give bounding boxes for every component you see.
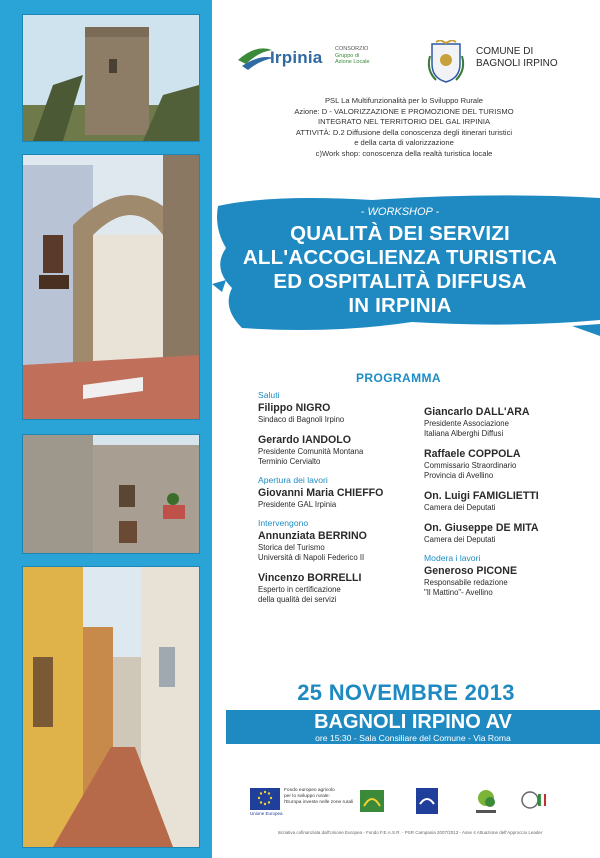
psl-line: e della carta di valorizzazione [354, 138, 454, 148]
section-label: Intervengono [258, 518, 309, 528]
programme-right-column [424, 405, 594, 598]
section-label: Modera i lavori [424, 553, 481, 563]
speaker-role: Università di Napoli Federico II [258, 553, 365, 562]
speaker-name: Giancarlo DALL'ARA [424, 406, 530, 418]
event-title: QUALITÀ DEI SERVIZI ALL'ACCOGLIENZA TURISTICA ED OSPITALITÀ DIFFUSA IN IRPINIA [242, 222, 558, 317]
speaker-role: Presidente GAL Irpinia [258, 500, 337, 509]
consorzio-text: CONSORZIO Gruppo di Azione Locale [335, 46, 370, 65]
speaker-name: Annunziata BERRINO [258, 530, 367, 542]
stone-house-photo [22, 434, 200, 554]
psl-block [214, 96, 594, 160]
arch-street-photo [22, 154, 200, 420]
sponsor-logos [250, 786, 600, 820]
eu-caption: Unione Europea [250, 811, 283, 816]
funding-fine-print: Iniziativa cofinanziata dall'Unione Europea - Fondo F.E.A.S.R. - PSR Campania 2007/2013 - Asse 4 Attuazione dell'Approccio Leader [277, 830, 543, 835]
psr-logo-icon [472, 786, 500, 816]
workshop-label: - WORKSHOP - [360, 206, 440, 218]
speaker-role: Terminio Cervialto [258, 457, 321, 466]
section-label: Saluti [258, 390, 280, 400]
psl-line: INTEGRATO NEL TERRITORIO DEL GAL IRPINIA [317, 117, 491, 127]
speaker-role: Commissario Straordinario [424, 461, 517, 470]
speaker-name: On. Luigi FAMIGLIETTI [424, 490, 539, 502]
programme-heading: PROGRAMMA [356, 371, 441, 385]
speaker-name: Filippo NIGRO [258, 402, 331, 414]
speaker-name: Gerardo IANDOLO [258, 434, 352, 446]
speaker-name: Giovanni Maria CHIEFFO [258, 487, 384, 499]
speaker-role: Camera dei Deputati [424, 535, 496, 544]
programme-left-column [258, 390, 418, 605]
speaker-role: Responsabile redazione [424, 578, 508, 587]
speaker-role: Sindaco di Bagnoli Irpino [258, 415, 345, 424]
speaker-role: Provincia di Avellino [424, 471, 494, 480]
section-label: Apertura dei lavori [258, 475, 328, 485]
speaker-name: Raffaele COPPOLA [424, 448, 521, 460]
leader-logo-icon [358, 786, 386, 816]
psl-line: c)Work shop: conoscenza della realtà turistica locale [315, 148, 493, 158]
speaker-role: Italiana Alberghi Diffusi [424, 429, 504, 438]
alley-photo [22, 566, 200, 848]
psl-line: Azione: D - VALORIZZAZIONE E PROMOZIONE DEL TURISMO [294, 106, 514, 116]
tower-photo [22, 14, 200, 142]
event-place: BAGNOLI IRPINO AV [314, 711, 512, 733]
speaker-name: Generoso PICONE [424, 565, 518, 577]
speaker-role: Storica del Turismo [258, 543, 325, 552]
speaker-role: "Il Mattino"- Avellino [424, 588, 493, 597]
irpinia-logo-word: Irpinia [270, 48, 323, 67]
comune-crest-icon [426, 40, 466, 84]
speaker-role: Presidente Comunità Montana [258, 447, 364, 456]
speaker-name: On. Giuseppe DE MITA [424, 522, 539, 534]
regione-campania-icon [414, 786, 440, 816]
speaker-role: Presidente Associazione [424, 419, 509, 428]
psl-line: ATTIVITÀ: D.2 Diffusione della conoscenza degli itinerari turistici [295, 127, 513, 137]
speaker-name: Vincenzo BORRELLI [258, 572, 362, 584]
event-details: ore 15:30 - Sala Consiliare del Comune - Via Roma [315, 733, 511, 743]
psl-line: PSL La Multifunzionalità per lo Sviluppo Rurale [324, 96, 483, 105]
comune-name: COMUNE DI BAGNOLI IRPINO [476, 46, 558, 69]
speaker-role: Camera dei Deputati [424, 503, 496, 512]
event-date: 25 NOVEMBRE 2013 [297, 680, 515, 705]
italian-republic-icon [518, 786, 546, 816]
eu-text: Fondo europeo agricolo per lo sviluppo rurale: l'Europa investe nelle zone rurali [284, 788, 354, 805]
speaker-role: Esperto in certificazione [258, 585, 341, 594]
speaker-role: della qualità dei servizi [258, 595, 337, 604]
photo-strip [0, 0, 212, 858]
